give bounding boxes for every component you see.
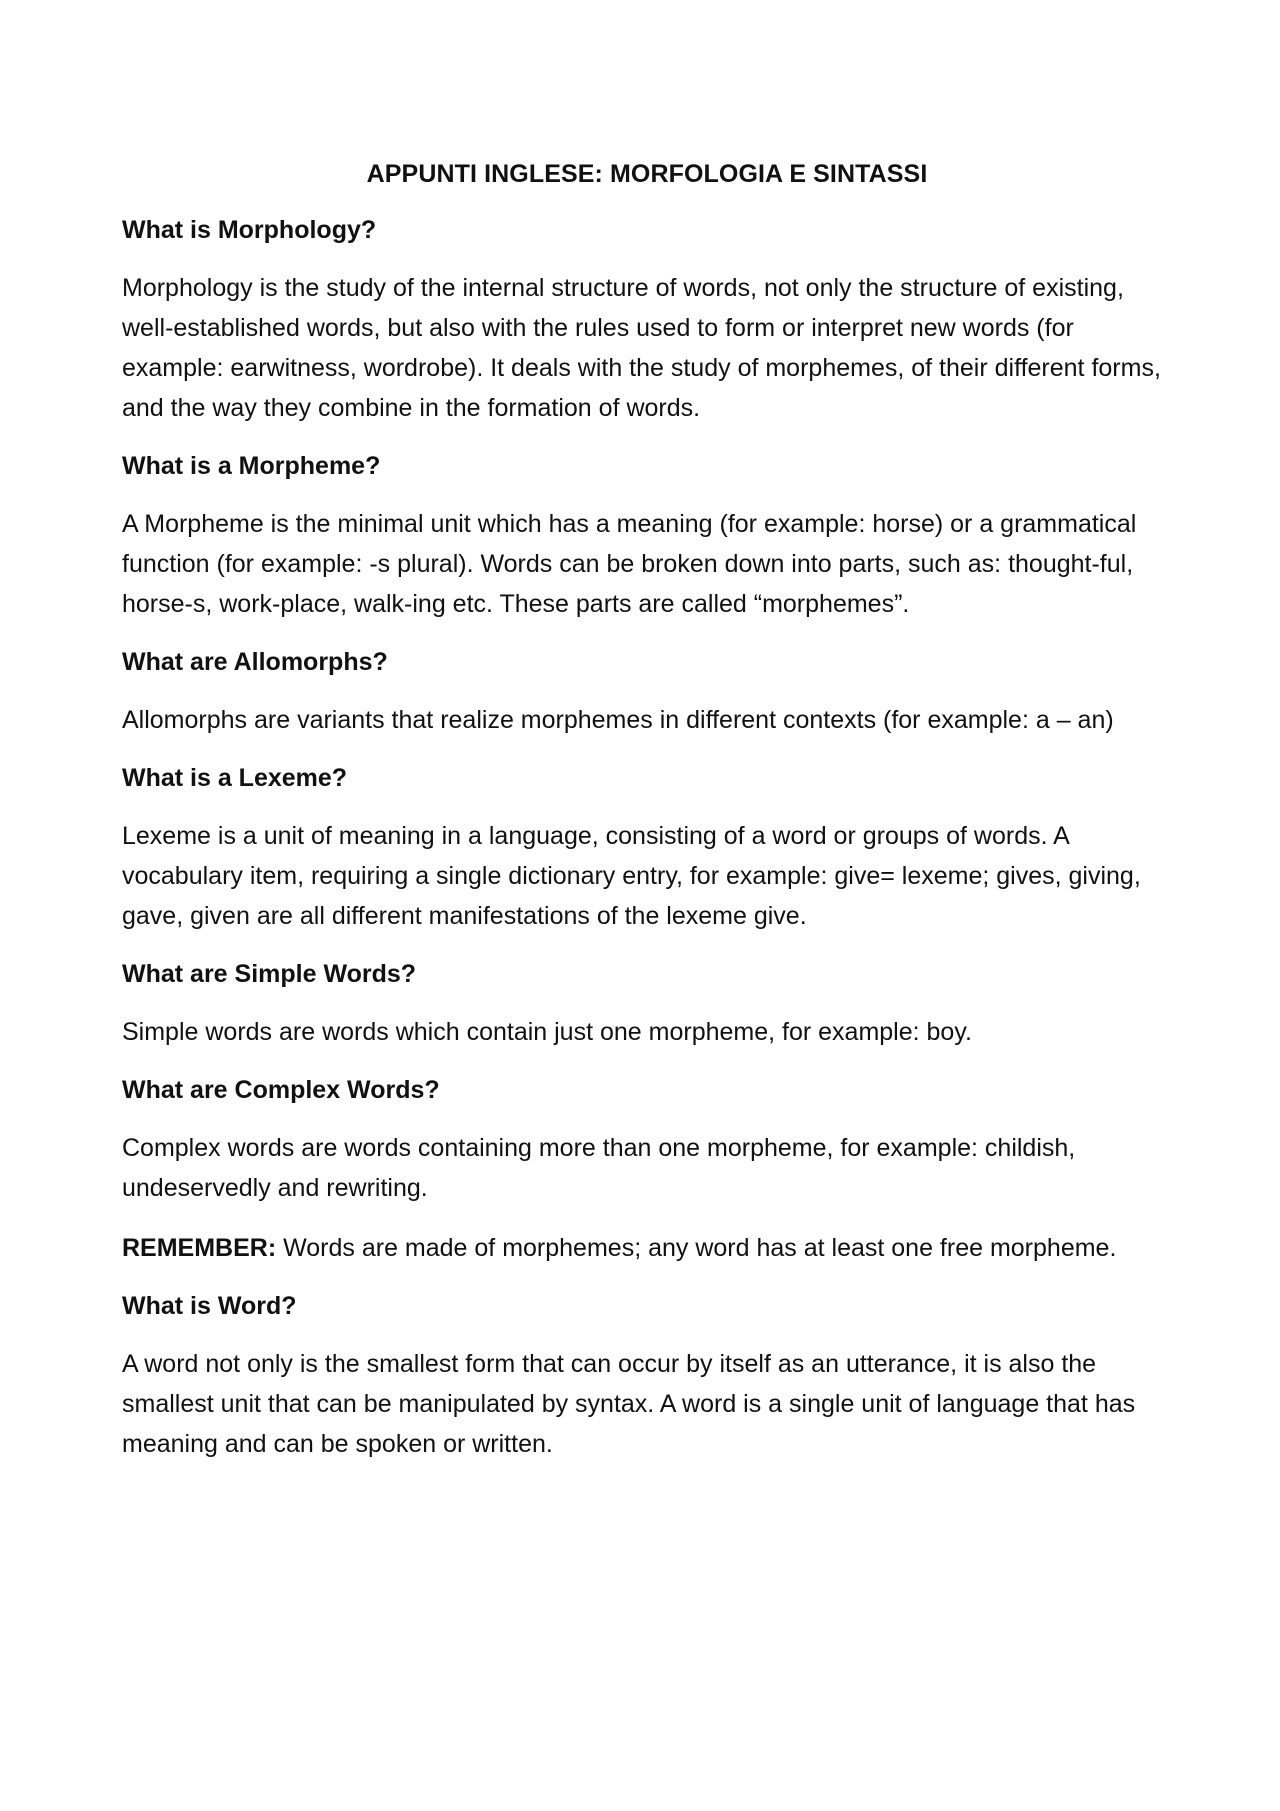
section-heading-morphology: What is Morphology? bbox=[122, 216, 377, 244]
remember-text: Words are made of morphemes; any word has at least one free morpheme. bbox=[276, 1234, 1117, 1262]
section-text-morpheme: A Morpheme is the minimal unit which has a meaning (for example: horse) or a grammatical function (for example: -s plural). Words can be broken down into parts, such as: thought-ful, horse-s, work-place, walk-ing etc. These parts are called “morphemes”. bbox=[122, 510, 1137, 618]
section-text-simple-words: Simple words are words which contain just one morpheme, for example: boy. bbox=[122, 1018, 972, 1046]
section-heading-simple-words: What are Simple Words? bbox=[122, 960, 417, 988]
remember-note bbox=[122, 1228, 1172, 1268]
document-title: APPUNTI INGLESE: MORFOLOGIA E SINTASSI bbox=[366, 160, 928, 188]
section-heading-allomorphs: What are Allomorphs? bbox=[122, 648, 388, 676]
section-text-complex-words: Complex words are words containing more than one morpheme, for example: childish, undeservedly and rewriting. bbox=[122, 1134, 1076, 1202]
section-text-lexeme: Lexeme is a unit of meaning in a language, consisting of a word or groups of words. A vocabulary item, requiring a single dictionary entry, for example: give= lexeme; gives, giving, gave, given are all different manifestations of the lexeme give. bbox=[122, 822, 1141, 930]
remember-label: REMEMBER: bbox=[122, 1234, 277, 1262]
document-body bbox=[122, 156, 1172, 1484]
section-text-morphology: Morphology is the study of the internal structure of words, not only the structure of existing, well-established words, but also with the rules used to form or interpret new words (for example: earwitness, wordrobe). It deals with the study of morphemes, of their different forms, and the way they combine in the formation of words. bbox=[122, 274, 1161, 422]
section-heading-complex-words: What are Complex Words? bbox=[122, 1076, 440, 1104]
section-heading-morpheme: What is a Morpheme? bbox=[122, 452, 381, 480]
section-text-word: A word not only is the smallest form that can occur by itself as an utterance, it is also the smallest unit that can be manipulated by syntax. A word is a single unit of language that has meaning and can be spoken or written. bbox=[122, 1350, 1136, 1458]
section-text-allomorphs: Allomorphs are variants that realize morphemes in different contexts (for example: a – an) bbox=[122, 706, 1114, 734]
section-heading-lexeme: What is a Lexeme? bbox=[122, 764, 348, 792]
section-heading-word: What is Word? bbox=[122, 1292, 297, 1320]
